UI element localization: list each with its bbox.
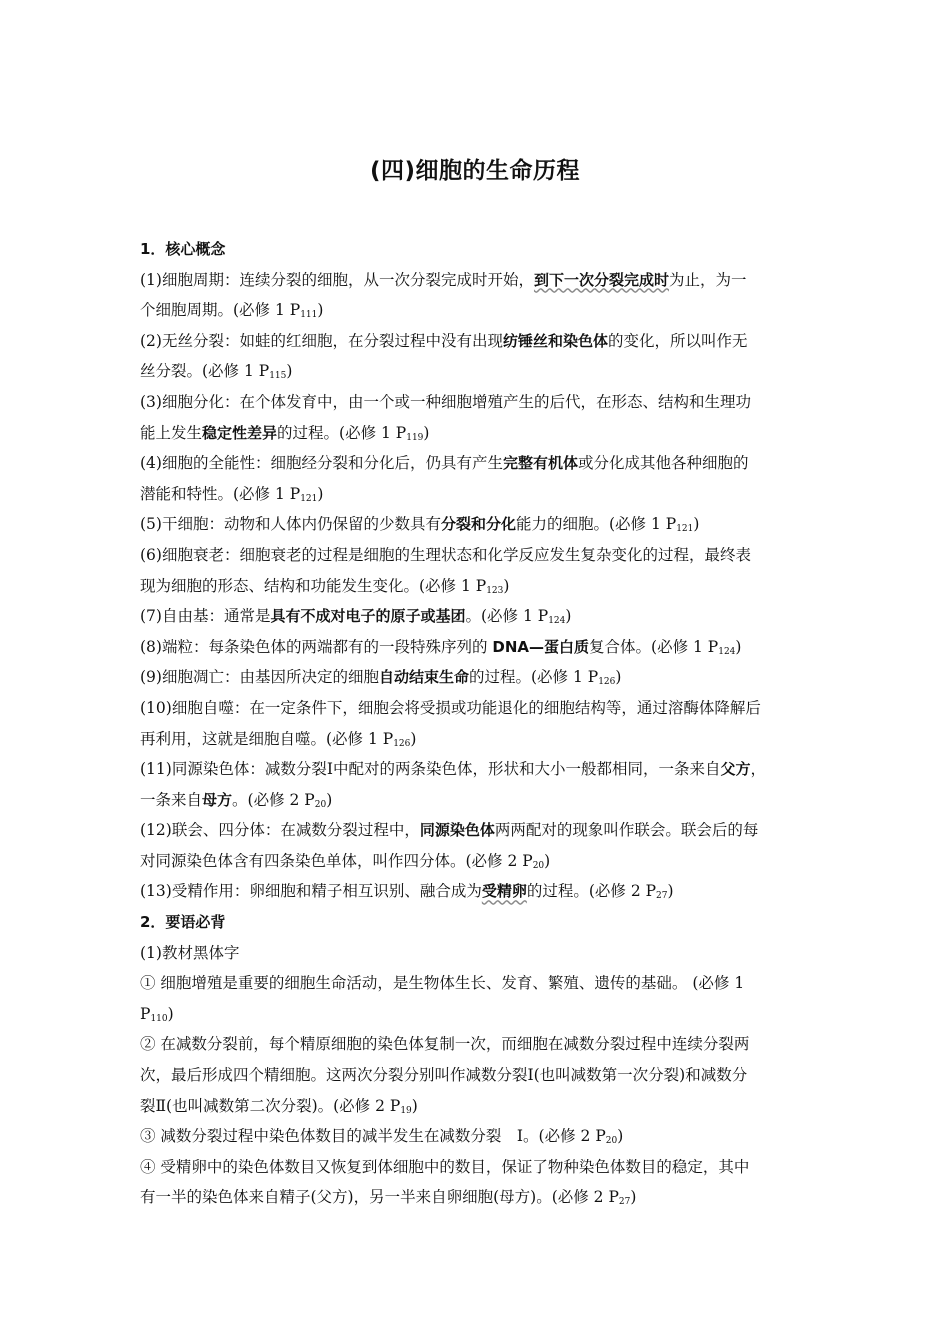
page-title: (四)细胞的生命历程	[369, 158, 581, 184]
keyword: 同源染色体	[419, 821, 495, 840]
concept-item-totipotency-cont: 潜能和特性。(必修 1 $P_{121}$)	[140, 484, 324, 504]
bold-item-4: ④ 受精卵中的染色体数目又恢复到体细胞中的数目，保证了物种染色体数目的稳定，其中	[140, 1157, 750, 1176]
keyword: 自动结束生命	[378, 668, 469, 687]
keyword: 纺锤丝和染色体	[502, 331, 608, 350]
concept-item-cell-cycle-cont: 个细胞周期。(必修 1 $P_{111}$)	[140, 301, 324, 321]
concept-item-cell-cycle: (1)细胞周期：连续分裂的细胞，从一次分裂完成时开始，到下一次分裂完成时为止，为一	[140, 270, 747, 289]
concept-item-senescence-cont: 现为细胞的形态、结构和功能发生变化。(必修 1 $P_{123}$)	[140, 576, 510, 596]
concept-item-amitosis-cont: 丝分裂。(必修 1 $P_{115}$)	[140, 362, 293, 382]
keyword: 分裂和分化	[440, 515, 516, 534]
bold-item-4-cont: 有一半的染色体来自精子(父方)，另一半来自卵细胞(母方)。(必修 2 $P_{27}$)	[140, 1188, 637, 1208]
keyword: 父方	[720, 760, 751, 779]
bold-item-1: ① 细胞增殖是重要的细胞生命活动，是生物体生长、发育、繁殖、遗传的基础。 (必修 1	[140, 974, 745, 993]
concept-item-totipotency: (4)细胞的全能性：细胞经分裂和分化后，仍具有产生完整有机体或分化成其他各种细胞的	[140, 454, 749, 473]
concept-item-autophagy-cont: 再利用，这就是细胞自噬。(必修 1 $P_{126}$)	[140, 729, 417, 749]
concept-item-differentiation-cont: 能上发生稳定性差异的过程。(必修 1 $P_{119}$)	[140, 423, 430, 443]
document-body	[140, 234, 815, 1213]
concept-item-fertilization: (13)受精作用：卵细胞和精子相互识别、融合成为受精卵的过程。(必修 2 $P_{27}$)	[140, 882, 674, 902]
concept-item-free-radical: (7)自由基：通常是具有不成对电子的原子或基团。(必修 1 $P_{124}$)	[140, 607, 572, 627]
bold-item-2-cont2: 裂Ⅱ(也叫减数第二次分裂)。(必修 2 $P_{19}$)	[140, 1096, 418, 1116]
concept-item-stem-cell: (5)干细胞：动物和人体内仍保留的少数具有分裂和分化能力的细胞。(必修 1 $P_{121}$)	[140, 515, 700, 535]
keyword: DNA—蛋白质	[492, 637, 590, 656]
concept-item-autophagy: (10)细胞自噬：在一定条件下，细胞会将受损或功能退化的细胞结构等，通过溶酶体降解后	[140, 698, 761, 717]
subsection-heading: (1)教材黑体字	[140, 943, 240, 962]
keyword: 受精卵	[481, 882, 527, 901]
concept-item-homologous: (11)同源染色体：减数分裂Ⅰ中配对的两条染色体，形状和大小一般都相同，一条来自父方，	[140, 760, 766, 779]
bold-item-2: ② 在减数分裂前，每个精原细胞的染色体复制一次，而细胞在减数分裂过程中连续分裂两	[140, 1035, 750, 1054]
concept-item-homologous-cont: 一条来自母方。(必修 2 $P_{20}$)	[140, 790, 333, 810]
concept-item-differentiation: (3)细胞分化：在个体发育中，由一个或一种细胞增殖产生的后代，在形态、结构和生理功	[140, 392, 751, 411]
concept-item-apoptosis: (9)细胞凋亡：由基因所决定的细胞自动结束生命的过程。(必修 1 $P_{126}$)	[140, 668, 622, 688]
concept-item-amitosis: (2)无丝分裂：如蛙的红细胞，在分裂过程中没有出现纺锤丝和染色体的变化，所以叫作无	[140, 331, 748, 350]
bold-item-2-cont: 次，最后形成四个精细胞。这两次分裂分别叫作减数分裂Ⅰ(也叫减数第一次分裂)和减数分	[140, 1066, 748, 1085]
concept-item-telomere: (8)端粒：每条染色体的两端都有的一段特殊序列的 DNA—蛋白质复合体。(必修 1 $P_{124}$)	[140, 637, 742, 657]
keyword: 完整有机体	[502, 454, 578, 473]
keyword: 到下一次分裂完成时	[533, 270, 669, 289]
keyword: 稳定性差异	[202, 423, 278, 442]
bold-item-1-cont: $P_{110}$)	[140, 1004, 174, 1024]
concept-item-synapsis: (12)联会、四分体：在减数分裂过程中，同源染色体两两配对的现象叫作联会。联会后的每	[140, 821, 759, 840]
bold-item-3: ③ 减数分裂过程中染色体数目的减半发生在减数分裂 Ⅰ。(必修 2 $P_{20}$)	[140, 1127, 624, 1147]
concept-item-synapsis-cont: 对同源染色体含有四条染色单体，叫作四分体。(必修 2 $P_{20}$)	[140, 851, 551, 871]
concept-item-senescence: (6)细胞衰老：细胞衰老的过程是细胞的生理状态和化学反应发生复杂变化的过程，最终表	[140, 545, 751, 564]
keyword: 具有不成对电子的原子或基团	[270, 607, 466, 626]
section-heading-core-concepts: 1．核心概念	[140, 240, 226, 258]
section-heading-key-statements: 2．要语必背	[140, 913, 226, 932]
keyword: 母方	[202, 790, 233, 809]
